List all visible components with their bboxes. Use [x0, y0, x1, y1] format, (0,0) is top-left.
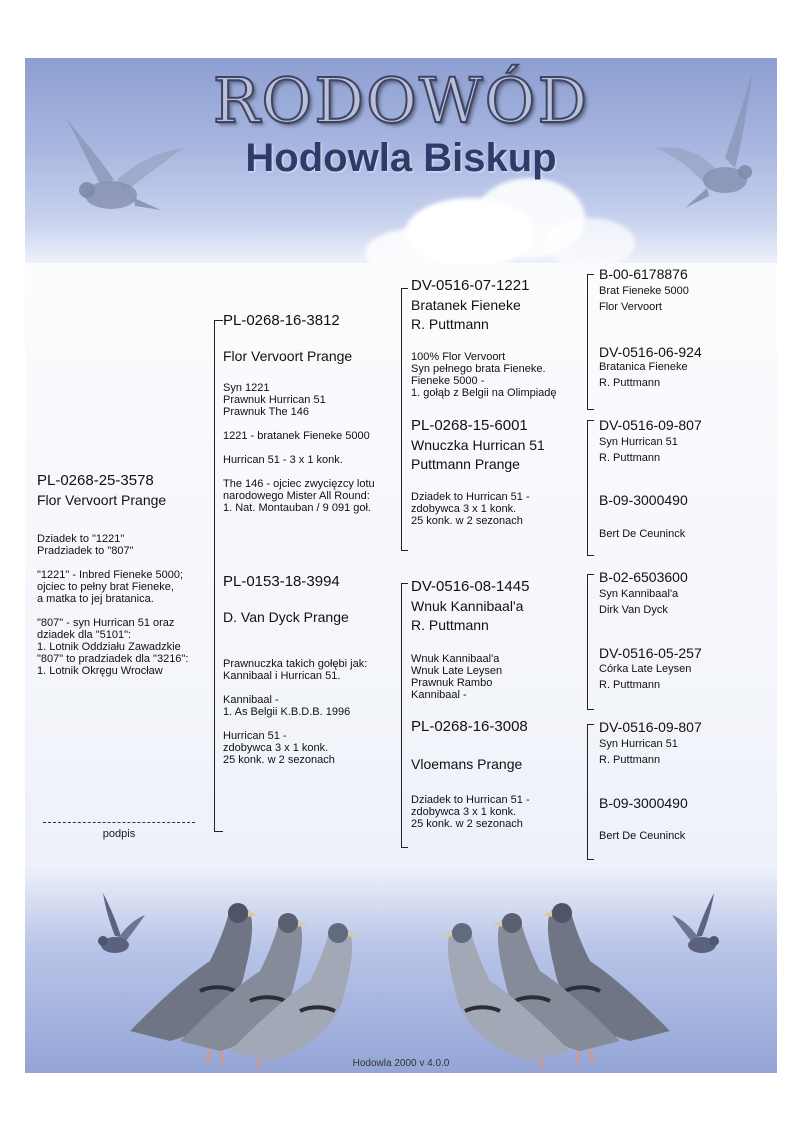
- software-version: Hodowla 2000 v 4.0.0: [352, 1058, 450, 1069]
- kennel-name: Hodowla Biskup: [245, 136, 557, 180]
- subject-name: Flor Vervoort Prange: [37, 492, 167, 508]
- signature-label: podpis: [102, 828, 136, 840]
- ancestor-line1: Bert De Ceuninck: [599, 830, 686, 842]
- dam-notes: Prawnuczka takich gołębi jak: Kannibaal i Hurrican 51. Kannibaal - 1. As Belgii K.B.D.B. 1996 Hurrican 51 - zdobywca 3 x 1 konk. 25 konk. w 2 sezonach: [223, 658, 368, 766]
- granddam-line1: Wnuczka Hurrican 51: [411, 437, 545, 453]
- dam-ring: PL-0153-18-3994: [223, 573, 340, 590]
- ancestor-line1: Bratanica Fieneke: [599, 361, 688, 373]
- ancestor-line1: Brat Fieneke 5000: [599, 285, 689, 297]
- header-banner: [25, 58, 777, 263]
- grandsire-line2: R. Puttmann: [411, 617, 489, 633]
- ancestor-ring: B-02-6503600: [599, 569, 688, 585]
- footer-banner: [25, 866, 777, 1073]
- cloud-decoration: [545, 218, 635, 263]
- granddam-notes: Dziadek to Hurrican 51 - zdobywca 3 x 1 konk. 25 konk. w 2 sezonach: [411, 491, 530, 527]
- ancestor-line2: Dirk Van Dyck: [599, 604, 668, 616]
- grandsire-line2: R. Puttmann: [411, 316, 489, 332]
- ancestor-ring: DV-0516-09-807: [599, 417, 702, 433]
- granddam-ring: PL-0268-15-6001: [411, 417, 528, 434]
- sire-notes: Syn 1221 Prawnuk Hurrican 51 Prawnuk The 146 1221 - bratanek Fieneke 5000 Hurrican 51 - 3 x 1 konk. The 146 - ojciec zwycięzcy lotu narodowego Mister All Round: 1. Nat. Montauban / 9 091 goł.: [223, 382, 375, 514]
- ancestor-line2: R. Puttmann: [599, 754, 661, 766]
- pedigree-connector: [401, 583, 408, 848]
- ancestor-line2: Flor Vervoort: [599, 301, 662, 313]
- ancestor-line1: Córka Late Leysen: [599, 663, 692, 675]
- grandsire-notes: Wnuk Kannibaal'a Wnuk Late Leysen Prawnuk Rambo Kannibaal -: [411, 653, 503, 701]
- pigeon-standing-icon: [110, 891, 370, 1071]
- ancestor-line2: R. Puttmann: [599, 377, 661, 389]
- dam-name: D. Van Dyck Prange: [223, 609, 349, 625]
- grandsire-line1: Bratanek Fieneke: [411, 297, 521, 313]
- subject-ring: PL-0268-25-3578: [37, 472, 154, 489]
- pedigree-connector: [587, 274, 594, 410]
- pedigree-connector: [401, 288, 408, 551]
- ancestor-line1: Syn Hurrican 51: [599, 738, 678, 750]
- grandsire-notes: 100% Flor Vervoort Syn pełnego brata Fieneke. Fieneke 5000 - 1. gołąb z Belgii na Olimpiadę: [411, 351, 557, 399]
- sire-ring: PL-0268-16-3812: [223, 312, 340, 329]
- ancestor-ring: DV-0516-09-807: [599, 719, 702, 735]
- sire-name: Flor Vervoort Prange: [223, 348, 353, 364]
- ancestor-line1: Syn Hurrican 51: [599, 436, 678, 448]
- grandsire-line1: Wnuk Kannibaal'a: [411, 598, 524, 614]
- ancestor-line2: R. Puttmann: [599, 452, 661, 464]
- pedigree-sheet: [25, 58, 777, 1073]
- ancestor-ring: B-09-3000490: [599, 492, 688, 508]
- pedigree-title: RODOWÓD: [212, 64, 590, 137]
- ancestor-ring: DV-0516-06-924: [599, 344, 702, 360]
- subject-notes: Dziadek to "1221" Pradziadek to "807" "1221" - Inbred Fieneke 5000; ojciec to pełny brat Fieneke, a matka to jej bratanica. "807" - syn Hurrican 51 oraz dziadek dla "5101": 1. Lotnik Oddziału Zawadzkie "807" to pradziadek dla "3216": 1. Lotnik Okręgu Wrocław: [37, 533, 189, 677]
- granddam-ring: PL-0268-16-3008: [411, 718, 528, 735]
- signature-line: [43, 822, 195, 823]
- pedigree-connector: [587, 724, 594, 860]
- ancestor-line1: Syn Kannibaal'a: [599, 588, 679, 600]
- ancestor-ring: B-00-6178876: [599, 266, 688, 282]
- granddam-line2: Puttmann Prange: [411, 456, 520, 472]
- ancestor-line1: Bert De Ceuninck: [599, 528, 686, 540]
- pigeon-standing-icon: [430, 891, 690, 1071]
- pedigree-connector: [587, 420, 594, 556]
- grandsire-ring: DV-0516-07-1221: [411, 277, 530, 294]
- ancestor-ring: DV-0516-05-257: [599, 645, 702, 661]
- granddam-notes: Dziadek to Hurrican 51 - zdobywca 3 x 1 konk. 25 konk. w 2 sezonach: [411, 794, 530, 830]
- ancestor-line2: R. Puttmann: [599, 679, 661, 691]
- granddam-line1: Vloemans Prange: [411, 756, 523, 772]
- pedigree-connector: [214, 320, 223, 832]
- pedigree-connector: [587, 574, 594, 710]
- ancestor-ring: B-09-3000490: [599, 795, 688, 811]
- grandsire-ring: DV-0516-08-1445: [411, 578, 530, 595]
